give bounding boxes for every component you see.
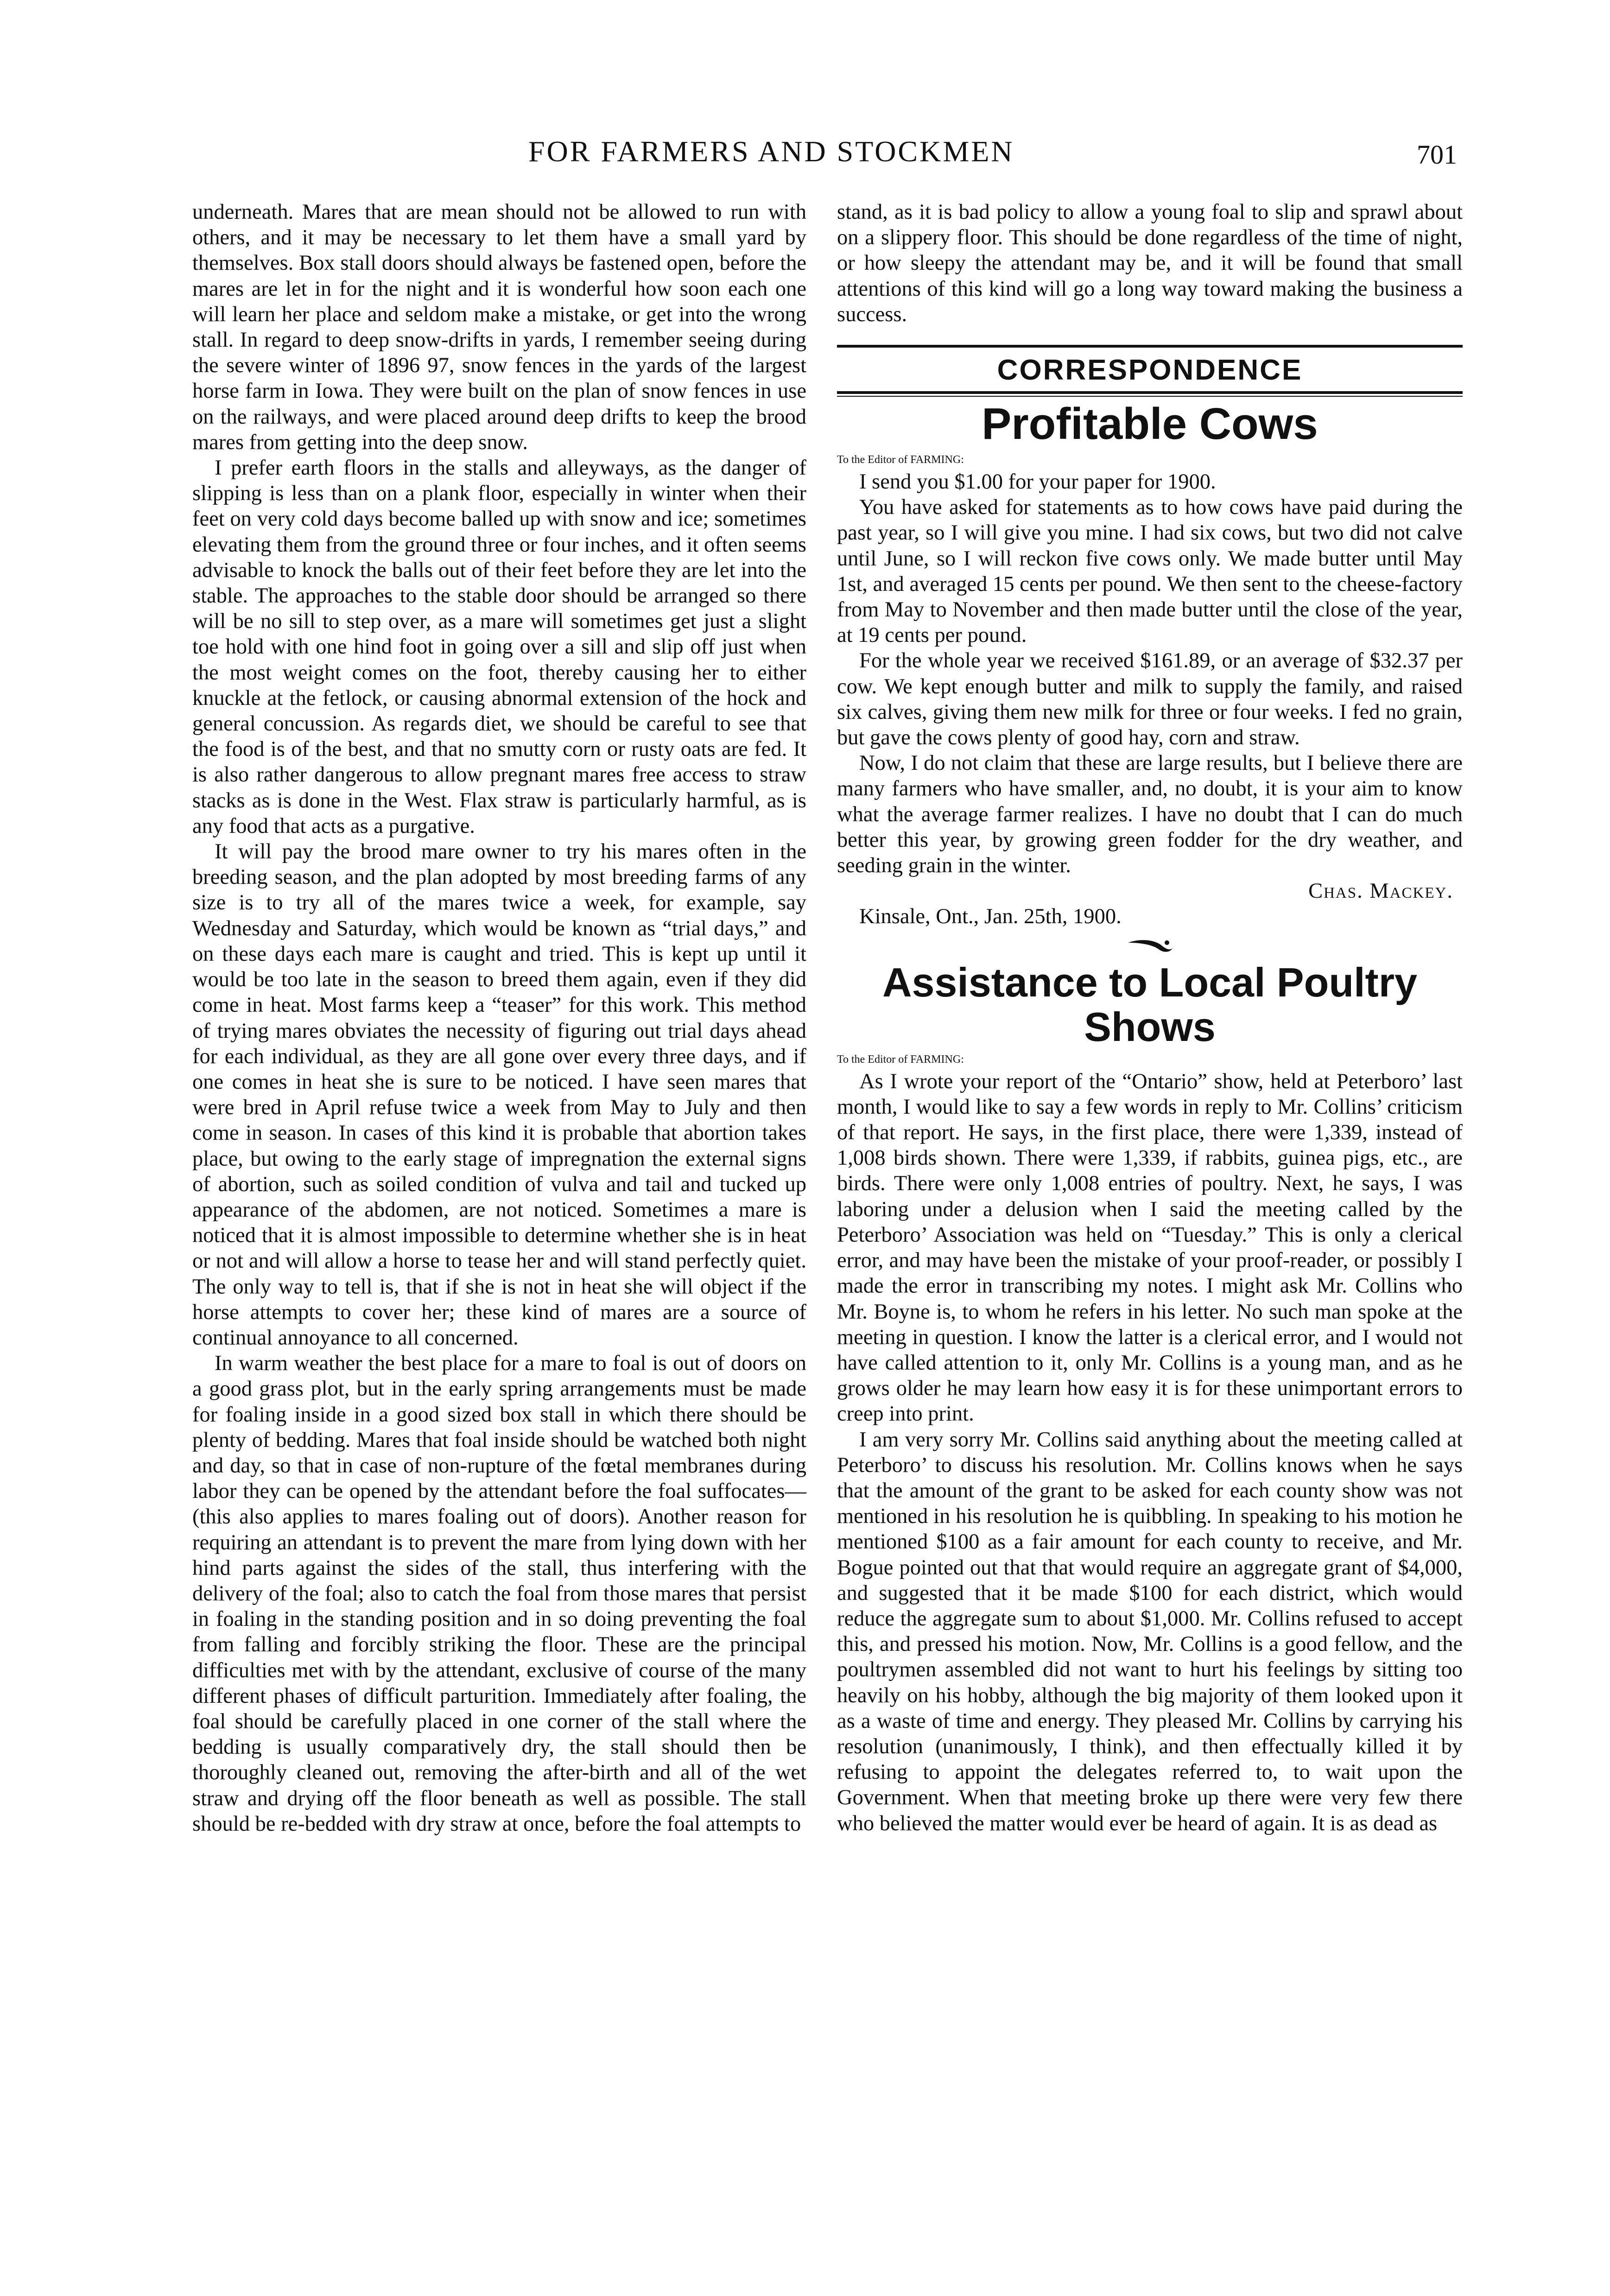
right-continuation-paragraph: stand, as it is bad policy to allow a young foal to slip and sprawl about on a slippery floor. This should be done regardless of the time of night, or how sleepy the attendant may be, and it will be found that small attentions of this kind will go a long way toward making the business a success. — [837, 200, 1463, 326]
left-column — [192, 199, 806, 1837]
letter1-paragraph-4: Now, I do not claim that these are large results, but I believe there are many farmers who have smaller, and, no doubt, it is your aim to know what the average farmer realizes. I have no doubt that I can do much better this year, by growing green fodder for the dry weather, and seeding grain in the winter. — [837, 751, 1463, 878]
letter1-paragraph-2: You have asked for statements as to how cows have paid during the past year, so I will give you mine. I had six cows, but two did not calve until June, so I will reckon five cows only. We made butter until May 1st, and averaged 15 cents per pound. We then sent to the cheese-factory from May to November and then made butter until the close of the year, at 19 cents per pound. — [837, 495, 1463, 647]
letter1-signature: Chas. Mackey. — [1308, 879, 1453, 903]
section-rule-top — [837, 345, 1463, 348]
letter2-salutation: To the Editor of FARMING: — [837, 1053, 964, 1066]
page-number: 701 — [1417, 140, 1457, 170]
article-title-line-1: Assistance to Local Poultry — [882, 959, 1418, 1005]
left-paragraph-4: In warm weather the best place for a mare to foal is out of doors on a good grass plot, but in the early spring arrangements must be made for foaling inside in a good sized box stall in which there should be plenty of bedding. Mares that foal inside should be watched both night and day, so that in case of non-rupture of the fœtal membranes during labor they can be opened by the attendant before the foal suffocates—(this also applies to mares foaling out of doors). Another reason for requiring an attendant is to prevent the mare from lying down with her hind parts against the sides of the stall, thus interfering with the delivery of the foal; also to catch the foal from those mares that persist in foaling in the standing position and in so doing preventing the foal from falling and forcibly striking the floor. These are the principal difficulties met with by the attendant, exclusive of course of the many different phases of difficult parturition. Immediately after foaling, the foal should be carefully placed in one corner of the stall where the bedding is usually comparatively dry, the stall should then be thoroughly cleaned out, removing the after-birth and all of the wet straw and drying off the floor beneath as well as possible. The stall should be re-bedded with dry straw at once, before the foal attempts to — [192, 1351, 806, 1836]
section-heading: CORRESPONDENCE — [997, 354, 1303, 387]
left-paragraph-1: underneath. Mares that are mean should not be allowed to run with others, and it may be necessary to let them have a small yard by themselves. Box stall doors should always be fastened open, before the mares are let in for the night and it is wonderful how soon each one will learn her place and seldom make a mistake, or get into the wrong stall. In regard to deep snow-drifts in yards, I remember seeing during the severe winter of 1896 97, snow fences in the yards of the largest horse farm in Iowa. They were built on the plan of snow fences in use on the railways, and were placed around deep drifts to keep the brood mares from getting into the deep snow. — [192, 200, 806, 454]
letter1-paragraph-1: I send you $1.00 for your paper for 1900. — [859, 470, 1216, 494]
section-rule-thin — [837, 396, 1463, 397]
separator-ornament-icon — [837, 930, 1463, 958]
right-column — [837, 199, 1463, 1836]
article-title-poultry-shows — [837, 960, 1463, 1049]
left-paragraph-2: I prefer earth floors in the stalls and alleyways, as the danger of slipping is less than on a plank floor, especially in winter when their feet on very cold days become balled up with snow and ice; sometimes elevating them from the ground three or four inches, and it often seems advisable to knock the balls out of their feet before they are let into the stable. The approaches to the stable door should be arranged so there will be no sill to step over, as a mare will sometimes get just a slight toe hold with one hind foot in going over a sill and slip off just when the most weight comes on the foot, thereby causing her to either knuckle at the fetlock, or causing abnormal extension of the hock and general concussion. As regards diet, we should be careful to see that the food is of the best, and that no smutty corn or rusty oats are fed. It is also rather dangerous to allow pregnant mares free access to straw stacks as is done in the West. Flax straw is particularly harmful, as is any food that acts as a purgative. — [192, 456, 806, 838]
section-rule-bottom — [837, 391, 1463, 394]
letter1-paragraph-3: For the whole year we received $161.89, or an average of $32.37 per cow. We kept enough butter and milk to supply the family, and raised six calves, giving them new milk for three or four weeks. I fed no grain, but gave the cows plenty of good hay, corn and straw. — [837, 649, 1463, 750]
left-paragraph-3: It will pay the brood mare owner to try his mares often in the breeding season, and the plan adopted by most breeding farms of any size is to try all of the mares twice a week, for example, say Wednesday and Saturday, which would be known as “trial days,” and on these days each mare is caught and tried. This is kept up until it would be too late in the season to breed them again, even if they did come in heat. Most farms keep a “teaser” for this work. This method of trying mares obviates the necessity of figuring out trial days ahead for each individual, as they are all gone over every three days, and if one comes in heat she is sure to be noticed. I have seen mares that were bred in April refuse twice a week from May to July and then come in season. In cases of this kind it is probable that abortion takes place, but owing to the early stage of impregnation the external signs of abortion, such as soiled condition of vulva and tail and tucked up appearance of the abdomen, are not noticed. Sometimes a mare is noticed that it is almost impossible to determine whether she is in heat or not and will allow a horse to tease her and will stand perfectly quiet. The only way to tell is, that if she is not in heat she will object if the horse attempts to cover her; these kind of mares are a source of continual annoyance to all concerned. — [192, 840, 806, 1350]
article-title-profitable-cows: Profitable Cows — [982, 399, 1318, 449]
letter1-salutation: To the Editor of FARMING: — [837, 454, 964, 466]
article-title-line-2: Shows — [1084, 1003, 1216, 1050]
letter2-paragraph-1: As I wrote your report of the “Ontario” show, held at Peterboro’ last month, I would like to say a few words in reply to Mr. Collins’ criticism of that report. He says, in the first place, there were 1,339, instead of 1,008 birds shown. There were 1,339, if rabbits, guinea pigs, etc., are birds. There were only 1,008 entries of poultry. Next, he says, I was laboring under a delusion when I said the meeting called by the Peterboro’ Association was held on “Tuesday.” This is only a clerical error, and may have been the mistake of your proof-reader, or possibly I made the error in transcribing my notes. I might ask Mr. Collins who Mr. Boyne is, to whom he refers in his letter. No such man spoke at the meeting in question. I know the latter is a clerical error, and I would not have called attention to it, only Mr. Collins is a young man, and as he grows older he may learn how easy it is for these unimportant errors to creep into print. — [837, 1069, 1463, 1426]
letter1-place-date: Kinsale, Ont., Jan. 25th, 1900. — [859, 905, 1122, 929]
running-head: FOR FARMERS AND STOCKMEN — [528, 135, 1014, 168]
letter2-paragraph-2: I am very sorry Mr. Collins said anything about the meeting called at Peterboro’ to discuss his resolution. Mr. Collins knows when he says that the amount of the grant to be asked for each county show was not mentioned in his resolution he is quibbling. In speaking to his motion he mentioned $100 as a fair amount for each county to receive, and Mr. Bogue pointed out that that would require an aggregate grant of $4,000, and suggested that it be made $100 for each district, which would reduce the aggregate sum to about $1,000. Mr. Collins refused to accept this, and pressed his motion. Now, Mr. Collins is a good fellow, and the poultrymen assembled did not want to hurt his feelings by sitting too heavily on his hobby, although the big majority of them looked upon it as a waste of time and energy. They pleased Mr. Collins by carrying his resolution (unanimously, I think), and then effectually killed it by refusing to appoint the delegates referred to, to wait upon the Government. When that meeting broke up there were very few there who believed the matter would ever be heard of again. It is as dead as — [837, 1427, 1463, 1835]
